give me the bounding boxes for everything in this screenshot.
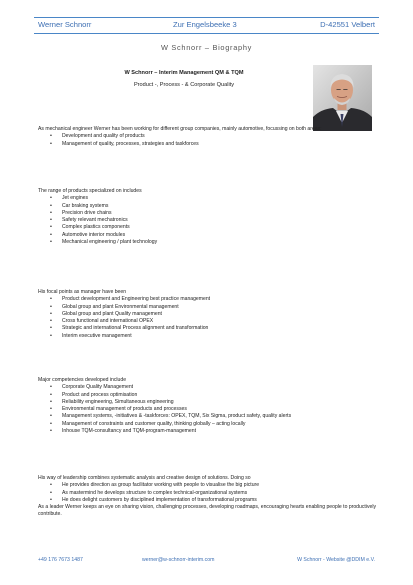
header-city: D-42551 Velbert — [320, 20, 375, 29]
section-intro: Major competencies developed include — [38, 377, 127, 383]
list-item: • Inhouse TQM-consultancy and TQM-program-management — [38, 428, 378, 435]
subtitle-line-1: W Schnorr – Interim Management QM & TQM — [124, 70, 244, 76]
list-item: • Safety relevant mechatronics — [38, 217, 378, 224]
section-outro: As a leader Werner keeps an eye on sharing vision, challenging processes, developing roadmaps, encouraging hearts enabling people to productively contribute. — [38, 504, 377, 518]
list-item: • He does delight customers by disciplined implementation of transformational programs — [38, 497, 378, 504]
section-intro: His focal points as manager have been — [38, 289, 127, 295]
document-title: W Schnorr – Biography — [160, 43, 253, 52]
portrait-illustration — [313, 65, 372, 131]
section-competencies — [38, 377, 378, 435]
list-item: • Product development and Engineering best practice management — [38, 296, 378, 303]
portrait-photo — [313, 65, 372, 131]
bullet-list — [38, 482, 378, 504]
list-item: • Automotive interior modules — [38, 232, 378, 239]
footer-website-link[interactable]: W Schnorr - Website @DDIM e.V. — [297, 557, 375, 563]
letterhead — [38, 18, 375, 32]
list-item: • Global group and plant Quality management — [38, 311, 378, 318]
list-item: • As mastermind he develops structure to complex technical-organizational systems — [38, 490, 378, 497]
footer-phone: +49 176 7673 1487 — [38, 557, 83, 563]
bullet-list — [38, 296, 378, 340]
section-intro: The range of products specialized on includes — [38, 188, 142, 194]
list-item: • Management systems, -initiatives & -taskforces: OPEX, TQM, Six Sigma, product safety, quality alerts — [38, 413, 378, 420]
list-item: • Jet engines — [38, 195, 378, 202]
section-focal-points — [38, 289, 378, 340]
section-intro: As mechanical engineer Werner has been working for different group companies, mainly automotive, focussing on both areas: — [38, 126, 322, 132]
section-career — [38, 126, 378, 148]
footer-email-link[interactable]: werner@w-schnorr-interim.com — [142, 557, 215, 563]
subtitle-line-2: Product -, Process - & Corporate Quality — [133, 82, 235, 88]
list-item: • Car braking systems — [38, 203, 378, 210]
list-item: • Strategic and international Process alignment and transformation — [38, 325, 378, 332]
list-item: • Interim executive management — [38, 333, 378, 340]
list-item: • Product and process optimisation — [38, 392, 378, 399]
bullet-list — [38, 195, 378, 246]
list-item: • Reliability engineering, Simultaneous engineering — [38, 399, 378, 406]
list-item: • Management of quality, processes, strategies and taskforces — [38, 141, 378, 148]
list-item: • Mechanical engineering / plant technology — [38, 239, 378, 246]
bullet-list — [38, 384, 378, 435]
header-name: Werner Schnorr — [38, 20, 92, 29]
list-item: • Global group and plant Environmental management — [38, 304, 378, 311]
list-item: • Development and quality of products — [38, 133, 378, 140]
footer — [38, 557, 375, 569]
section-intro: His way of leadership combines systematic analysis and creative design of solutions. Doing so — [38, 475, 251, 481]
section-leadership — [38, 475, 378, 519]
list-item: • Complex plastics components — [38, 224, 378, 231]
section-products — [38, 188, 378, 246]
header-bottom-rule — [34, 33, 379, 34]
list-item: • He provides direction as group facilitator working with people to visualise the big picture — [38, 482, 378, 489]
bullet-list — [38, 133, 378, 148]
list-item: • Precision drive chains — [38, 210, 378, 217]
list-item: • Cross functional and international OPEX — [38, 318, 378, 325]
list-item: • Corporate Quality Management — [38, 384, 378, 391]
header-street: Zur Engelsbeeke 3 — [173, 20, 237, 29]
list-item: • Environmental management of products and processes — [38, 406, 378, 413]
list-item: • Management of constraints and customer quality, thinking globally – acting locally — [38, 421, 378, 428]
